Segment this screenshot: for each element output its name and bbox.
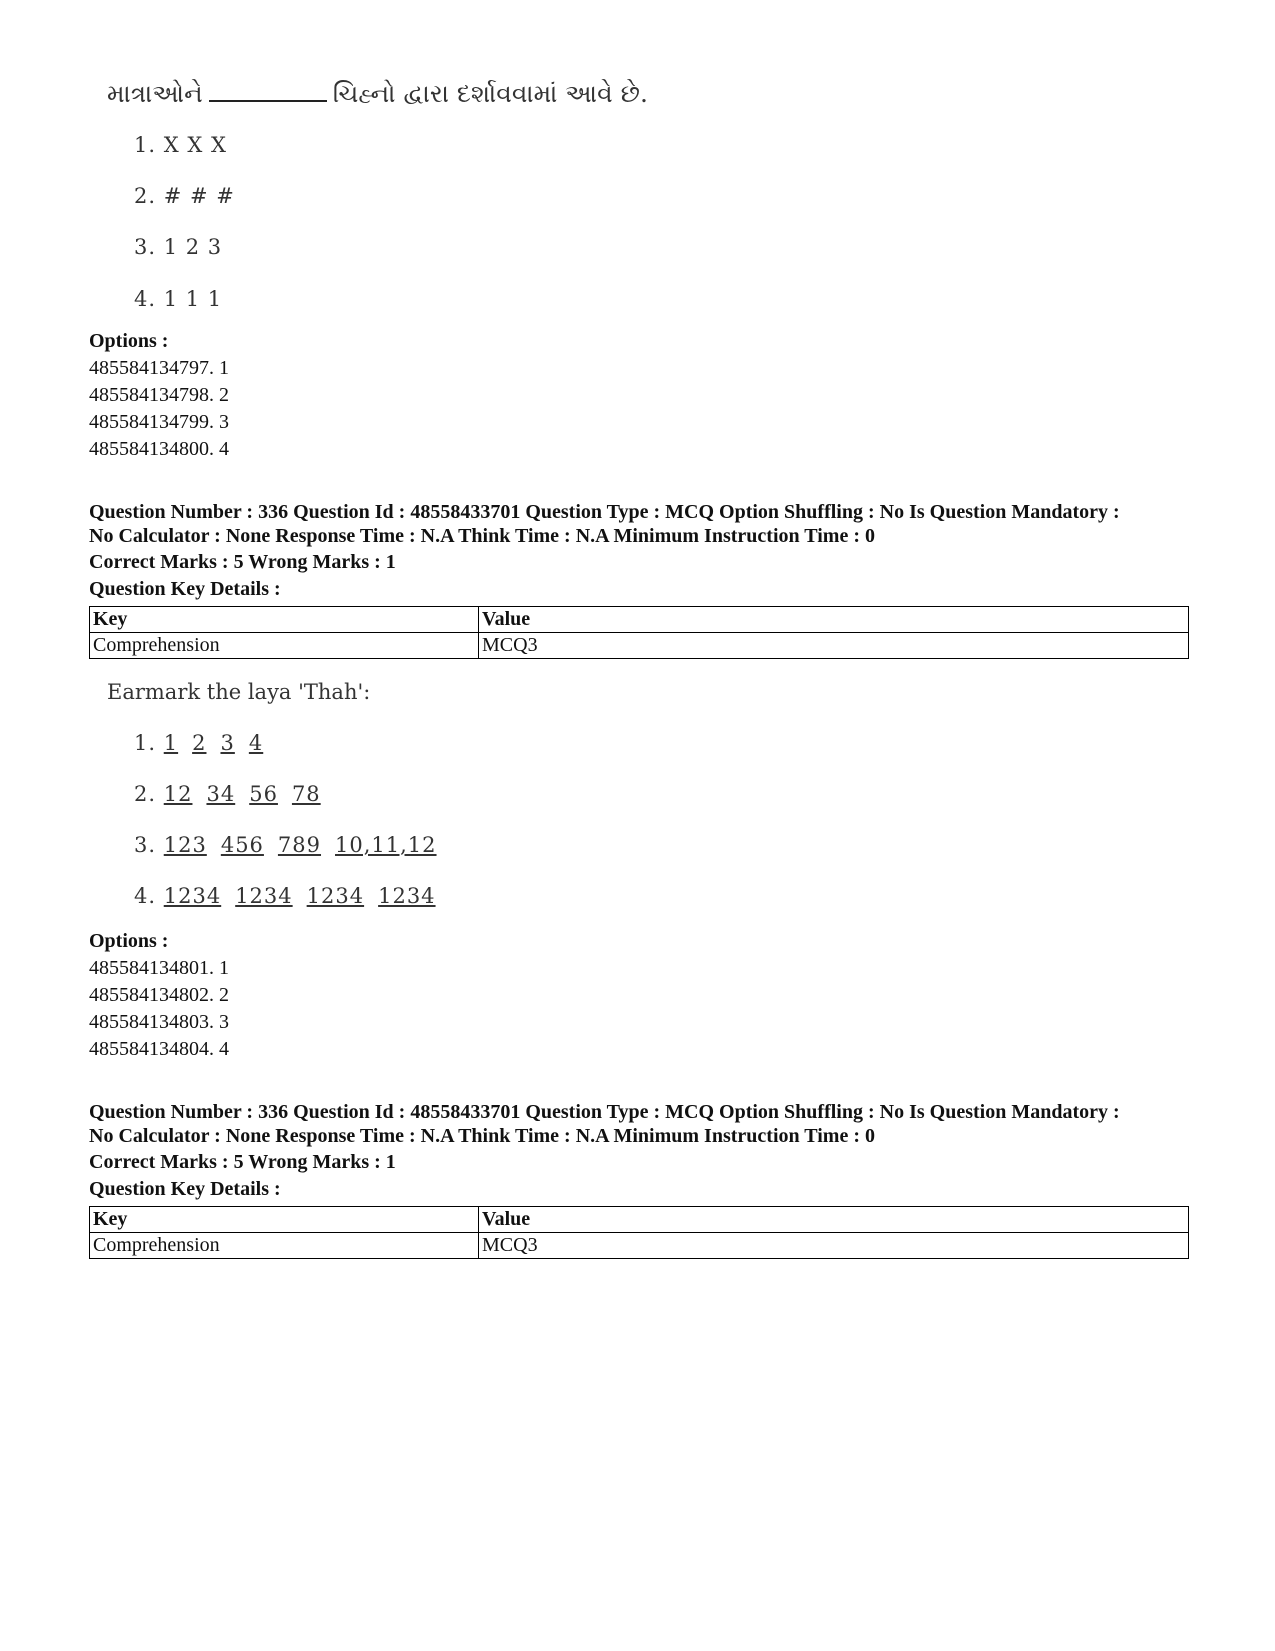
choice-group: 78 [291, 782, 321, 806]
choice-2 [134, 782, 335, 806]
choice-group: 56 [249, 782, 278, 806]
table-row [90, 1233, 1189, 1259]
option-4: 485584134800. 4 [89, 438, 229, 460]
table-row [90, 633, 1189, 659]
table-cell-value: MCQ3 [479, 1233, 1189, 1259]
table-header-value: Value [479, 1207, 1189, 1233]
choice-group: 789 [277, 833, 322, 857]
option-2: 485584134802. 2 [89, 984, 229, 1006]
choice-1: 1. X X X [134, 133, 227, 157]
choice-group: 2 [192, 731, 207, 755]
question-text-after: ચિહ્નો દ્વારા દર્શાવવામાં આવે છે. [332, 79, 648, 108]
table-header-key: Key [90, 607, 479, 633]
table-header-key: Key [90, 1207, 479, 1233]
options-label: Options : [89, 930, 169, 952]
question-meta-line1: Question Number : 336 Question Id : 48558433701 Question Type : MCQ Option Shuffling : No Is Question Mandatory : [89, 1101, 1120, 1123]
table-cell-key: Comprehension [90, 633, 479, 659]
options-label: Options : [89, 330, 169, 352]
choice-group: 4 [248, 731, 264, 755]
choice-group: 1234 [306, 884, 365, 908]
choice-number: 1. [134, 731, 157, 755]
choice-number: 2. [134, 782, 157, 806]
choice-group: 1234 [235, 884, 293, 908]
question-text-before: માત્રાઓને [107, 79, 203, 108]
option-1: 485584134801. 1 [89, 957, 229, 979]
key-details-table [89, 606, 1189, 659]
choice-4: 4. 1 1 1 [134, 287, 223, 311]
option-3: 485584134803. 3 [89, 1011, 229, 1033]
key-details-label: Question Key Details : [89, 1178, 281, 1200]
question-prompt: Earmark the laya 'Thah': [107, 680, 371, 704]
option-2: 485584134798. 2 [89, 384, 229, 406]
question-meta-line1: Question Number : 336 Question Id : 48558433701 Question Type : MCQ Option Shuffling : No Is Question Mandatory : [89, 501, 1120, 523]
table-header-row [90, 1207, 1189, 1233]
option-1: 485584134797. 1 [89, 357, 229, 379]
choice-group: 34 [206, 782, 236, 806]
table-cell-key: Comprehension [90, 1233, 479, 1259]
choice-1 [134, 731, 277, 755]
choice-group: 3 [220, 731, 235, 755]
choice-group: 1234 [378, 884, 436, 908]
question-meta [89, 1100, 1199, 1148]
question-meta [89, 500, 1199, 548]
option-4: 485584134804. 4 [89, 1038, 229, 1060]
table-header-value: Value [479, 607, 1189, 633]
choice-group: 456 [220, 833, 264, 857]
choice-group: 12 [163, 782, 193, 806]
question-meta-line2: No Calculator : None Response Time : N.A Think Time : N.A Minimum Instruction Time : 0 [89, 1125, 875, 1147]
choice-2: 2. # # # [134, 184, 235, 208]
table-cell-value: MCQ3 [479, 633, 1189, 659]
choice-group: 1 [163, 731, 179, 755]
choice-3: 3. 1 2 3 [134, 235, 223, 259]
choice-group: 1234 [163, 884, 222, 908]
choice-number: 4. [134, 884, 157, 908]
fill-blank [209, 78, 327, 102]
choice-group: 10,11,12 [335, 833, 437, 857]
question-meta-line2: No Calculator : None Response Time : N.A Think Time : N.A Minimum Instruction Time : 0 [89, 525, 875, 547]
key-details-table [89, 1206, 1189, 1259]
choice-4 [134, 884, 450, 908]
question-text-gujarati [107, 78, 648, 109]
choice-number: 3. [134, 833, 157, 857]
marks-line: Correct Marks : 5 Wrong Marks : 1 [89, 551, 396, 573]
key-details-label: Question Key Details : [89, 578, 281, 600]
option-3: 485584134799. 3 [89, 411, 229, 433]
choice-3 [134, 833, 451, 857]
choice-group: 123 [163, 833, 207, 857]
marks-line: Correct Marks : 5 Wrong Marks : 1 [89, 1151, 396, 1173]
table-header-row [90, 607, 1189, 633]
